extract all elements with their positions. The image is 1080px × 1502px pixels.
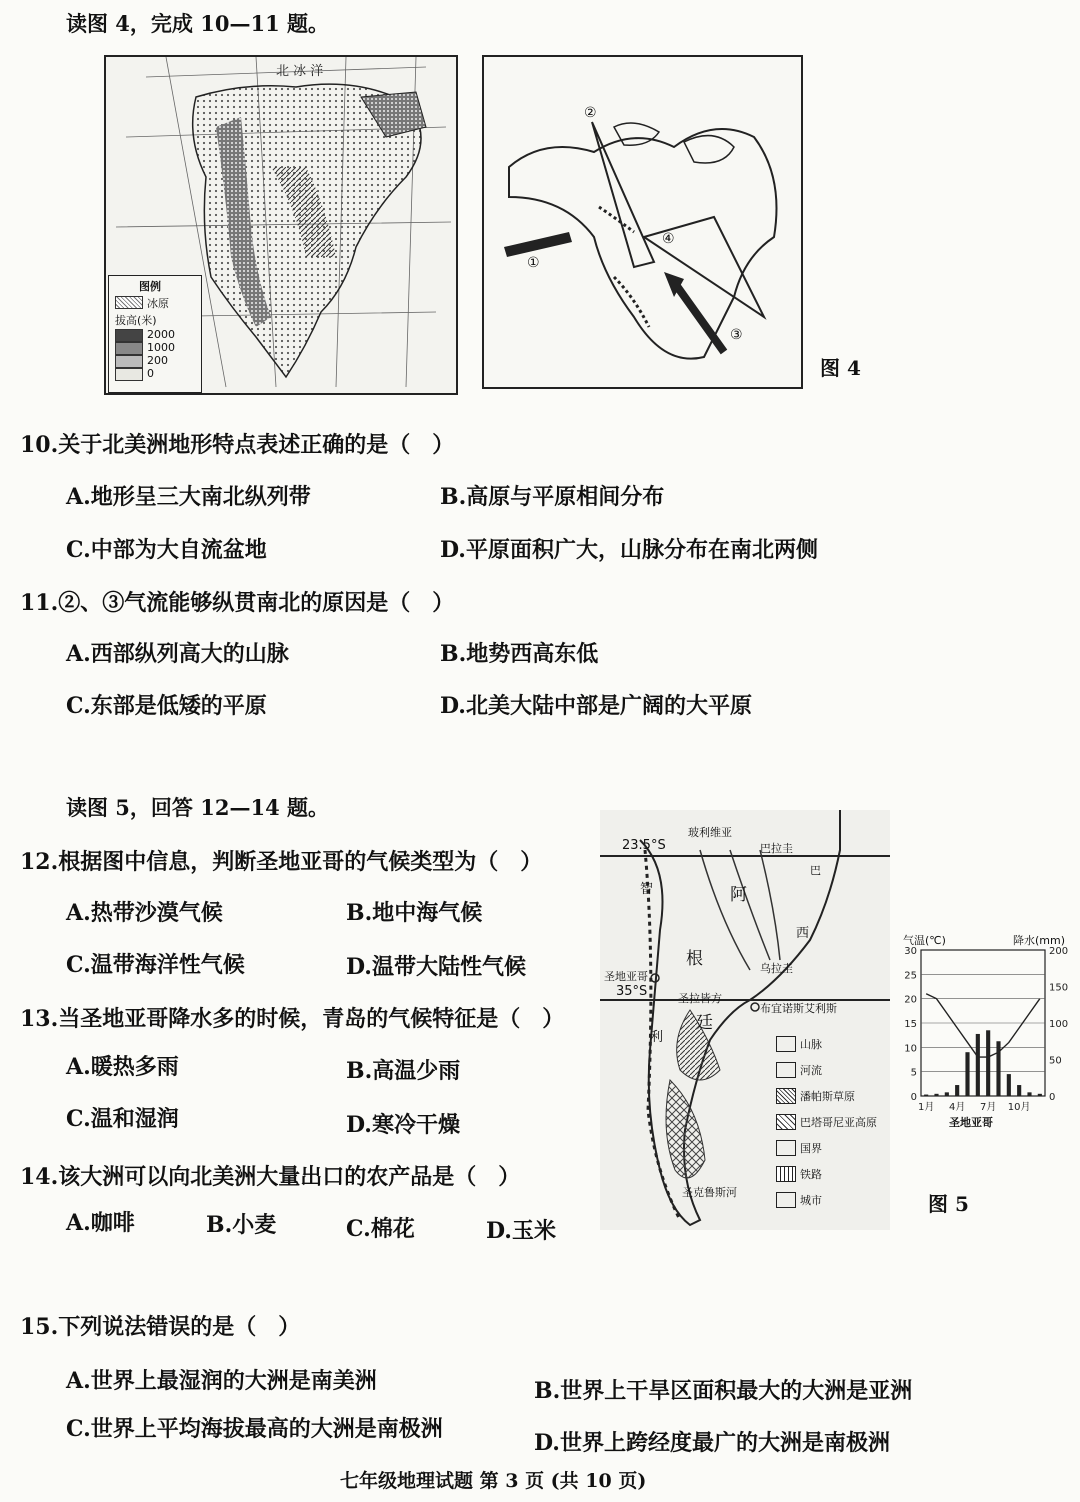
legend-pampas: 潘帕斯草原 [800,1090,855,1103]
temp-tick-label: 30 [904,946,917,957]
arrow-label-1: ① [527,255,540,271]
climate-chart-svg [895,928,1080,1134]
precip-bar [1017,1085,1021,1096]
question-10-stem: 10.关于北美洲地形特点表述正确的是（ ） [20,432,455,458]
legend-border: 国界 [800,1142,822,1155]
question-13-stem: 13.当圣地亚哥降水多的时候，青岛的气候特征是（ ） [20,1006,565,1032]
q13-option-d[interactable]: D.寒冷干燥 [346,1112,460,1138]
q14-option-a[interactable]: A.咖啡 [66,1210,135,1236]
q15-option-d[interactable]: D.世界上跨经度最广的大洲是南极洲 [534,1430,890,1456]
q14-option-c[interactable]: C.棉花 [346,1216,415,1242]
city-santiago: 圣地亚哥 [604,970,648,983]
place-ting: 廷 [696,1013,713,1033]
legend-altitude-label: 拔高(米) [115,314,157,327]
place-xi: 西 [796,926,810,941]
temp-tick-label: 25 [904,970,917,982]
legend-swatch-2000 [115,329,143,342]
precip-bar [996,1041,1000,1096]
precip-tick-label: 50 [1049,1055,1062,1067]
city-buenos-aires: 布宜诺斯艾利斯 [760,1002,837,1015]
temp-tick-label: 15 [904,1019,917,1030]
precip-tick-label: 200 [1049,946,1069,957]
precip-bar [976,1034,980,1096]
climate-chart [895,928,1080,1134]
legend-level: 0 [147,367,154,380]
airflow-drawing [484,57,801,387]
legend-ice-swatch [115,296,143,309]
south-america-map [600,810,890,1230]
precip-bar [1007,1074,1011,1096]
temp-tick-label: 0 [910,1092,917,1103]
legend-city-swatch [776,1192,796,1208]
q15-option-a[interactable]: A.世界上最湿润的大洲是南美洲 [66,1368,377,1394]
q13-option-a[interactable]: A.暖热多雨 [66,1054,179,1080]
legend-level: 2000 [147,328,175,341]
precip-bar [986,1030,990,1096]
arrow-label-4: ④ [662,231,675,247]
q14-option-d[interactable]: D.玉米 [486,1218,556,1244]
legend-mountain-swatch [776,1036,796,1052]
legend-title: 图例 [139,280,161,293]
precip-bar [1038,1094,1042,1096]
legend-railway-swatch [776,1166,796,1182]
legend-level: 1000 [147,341,175,354]
q10-option-d[interactable]: D.平原面积广大，山脉分布在南北两侧 [440,537,818,563]
q13-option-c[interactable]: C.温和湿润 [66,1106,179,1132]
precip-tick-label: 100 [1049,1019,1069,1030]
place-bolivia: 玻利维亚 [688,826,732,839]
map-legend [108,275,202,393]
latitude-35: 35°S [616,984,648,999]
legend-river-swatch [776,1062,796,1078]
q10-option-a[interactable]: A.地形呈三大南北纵列带 [66,484,311,510]
temp-tick-label: 10 [904,1043,917,1055]
chart-ylabel-left: 气温(℃) [903,934,946,947]
precip-tick-label: 150 [1049,982,1069,994]
figure-5-label: 图 5 [928,1192,969,1216]
place-zhi: 智 [640,882,654,897]
x-tick-label: 10月 [1007,1102,1031,1113]
q10-option-b[interactable]: B.高原与平原相间分布 [440,484,665,510]
x-tick-label: 1月 [917,1102,935,1113]
page-footer: 七年级地理试题 第 3 页 (共 10 页) [340,1470,647,1492]
place-uruguay: 乌拉圭 [760,962,793,975]
ocean-label: 北 冰 洋 [276,64,324,79]
question-14-stem: 14.该大洲可以向北美洲大量出口的农产品是（ ） [20,1164,521,1190]
q11-option-c[interactable]: C.东部是低矮的平原 [66,693,267,719]
q12-option-d[interactable]: D.温带大陆性气候 [346,954,526,980]
legend-mountain: 山脉 [800,1038,822,1051]
legend-ice-label: 冰原 [147,297,169,310]
q10-option-c[interactable]: C.中部为大自流盆地 [66,537,267,563]
place-gen: 根 [686,949,703,969]
legend-railway: 铁路 [800,1168,822,1181]
precip-tick-label: 0 [1049,1092,1056,1103]
instruction-fig5: 读图 5，回答 12—14 题。 [66,795,329,820]
question-11-stem: 11.②、③气流能够纵贯南北的原因是（ ） [20,590,455,616]
q12-option-c[interactable]: C.温带海洋性气候 [66,952,245,978]
arrow-label-3: ③ [730,327,743,343]
precip-bar [955,1085,959,1096]
precip-bar [965,1052,969,1096]
q11-option-b[interactable]: B.地势西高东低 [440,641,599,667]
precip-bar [934,1094,938,1096]
chart-title: 圣地亚哥 [949,1116,993,1129]
legend-river: 河流 [800,1064,822,1077]
legend-swatch-200 [115,355,143,368]
legend-border-swatch [776,1140,796,1156]
legend-patagonia: 巴塔哥尼亚高原 [800,1116,877,1129]
river-santa-cruz: 圣克鲁斯河 [682,1186,737,1199]
q15-option-c[interactable]: C.世界上平均海拔最高的大洲是南极洲 [66,1416,443,1442]
q11-option-a[interactable]: A.西部纵列高大的山脉 [66,641,289,667]
question-15-stem: 15.下列说法错误的是（ ） [20,1314,301,1340]
q14-option-b[interactable]: B.小麦 [206,1212,277,1238]
x-tick-label: 4月 [948,1102,966,1113]
temp-tick-label: 20 [904,994,917,1006]
legend-pampas-swatch [776,1088,796,1104]
instruction-fig4: 读图 4，完成 10—11 题。 [66,11,329,36]
question-12-stem: 12.根据图中信息，判断圣地亚哥的气候类型为（ ） [20,849,543,875]
x-tick-label: 7月 [979,1102,997,1113]
legend-city: 城市 [800,1194,822,1207]
q12-option-a[interactable]: A.热带沙漠气候 [66,900,223,926]
precip-bar [1027,1092,1031,1096]
legend-swatch-0 [115,368,143,381]
legend-level: 200 [147,354,168,367]
arrow-label-2: ② [584,105,597,121]
q12-option-b[interactable]: B.地中海气候 [346,900,483,926]
q11-option-d[interactable]: D.北美大陆中部是广阔的大平原 [440,693,752,719]
map5-legend [776,1032,888,1218]
figure-4-label: 图 4 [820,356,861,380]
place-li: 利 [650,1030,664,1045]
place-paraguay: 巴拉圭 [760,842,793,855]
temp-tick-label: 5 [910,1067,917,1079]
q15-option-b[interactable]: B.世界上干旱区面积最大的大洲是亚洲 [534,1378,913,1404]
north-america-terrain-map [104,55,458,395]
chart-ylabel-right: 降水(mm) [1013,934,1066,947]
latitude-23-5: 23.5°S [622,838,666,853]
city-san-rafael: 圣拉皆方 [678,992,722,1005]
q13-option-b[interactable]: B.高温少雨 [346,1058,461,1084]
north-america-airflow-map [482,55,803,389]
legend-patagonia-swatch [776,1114,796,1130]
precip-bar [924,1095,928,1096]
place-a: 阿 [730,885,747,905]
legend-swatch-1000 [115,342,143,355]
precip-bar [945,1092,949,1096]
place-brazil: 巴 [810,864,821,877]
